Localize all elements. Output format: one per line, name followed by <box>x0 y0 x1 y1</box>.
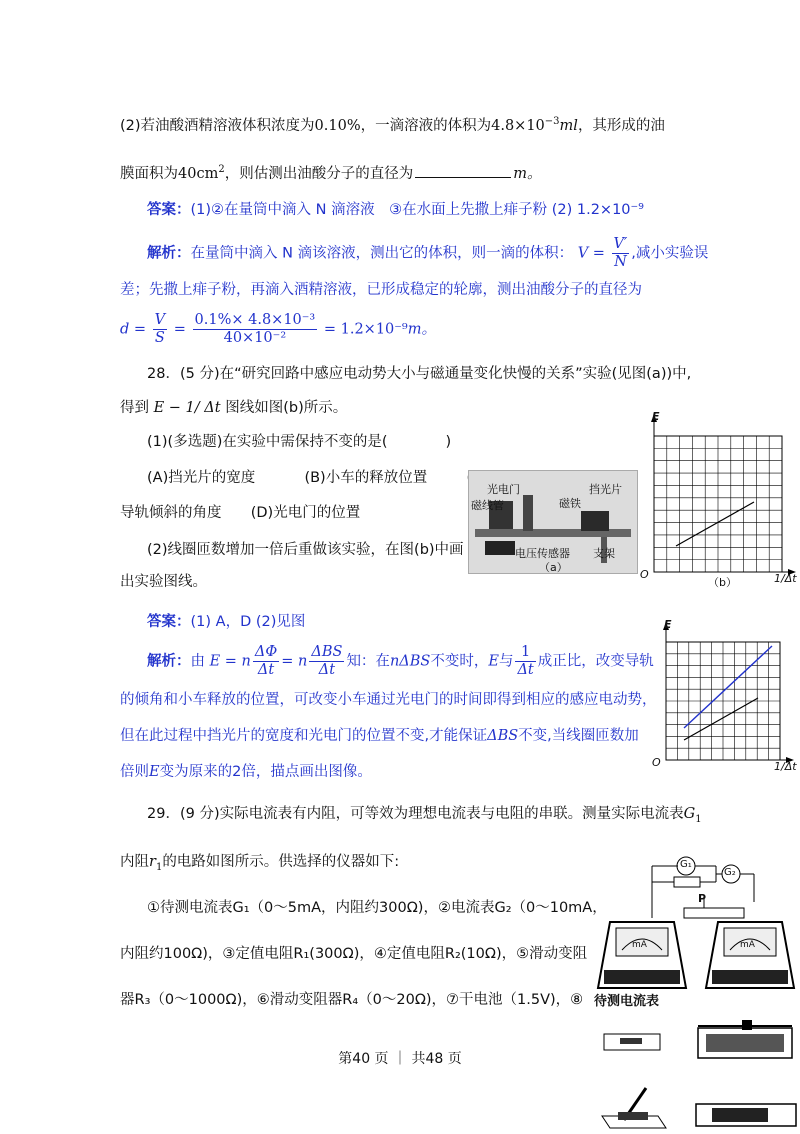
page-footer: 第40 页 ｜ 共48 页 <box>338 1051 462 1067</box>
q28-stem-2: 得到 E − 1/ Δt 图线如图(b)所示。 <box>120 400 348 416</box>
q28-options-cd: 导轨倾斜的角度 (D)光电门的位置 <box>120 505 361 521</box>
graph-b-xlabel: 1/Δt <box>774 572 797 585</box>
meter-g1-svg <box>596 918 688 992</box>
battery-component <box>694 1098 798 1128</box>
q28-options-ab: (A)挡光片的宽度 (B)小车的释放位置 <box>147 470 428 486</box>
q27-line-area: 膜面积为$40cm^2$，则估测出油酸分子的直径为 m。 <box>120 164 542 182</box>
q29-instruments-2: 内阻约100Ω)，③定值电阻R₁(300Ω)，④定值电阻R₂(10Ω)，⑤滑动变阻 <box>120 946 588 962</box>
q27-line-volume: (2)若油酸酒精溶液体积浓度为0.10%，一滴溶液的体积为$4.8\times 10^{-3}ml$，其形成的油 <box>120 116 665 134</box>
q28-analysis-2: 的倾角和小车释放的位置，可改变小车通过光电门的时间即得到相应的感应电动势， <box>120 692 657 708</box>
battery-svg <box>694 1098 798 1128</box>
meter-g1-unit: mA <box>632 940 647 950</box>
q28-answer: 答案：(1) A，D (2)见图 <box>147 614 306 630</box>
meter-g2 <box>704 918 796 992</box>
graph-b-line <box>676 502 754 546</box>
answer-blank[interactable] <box>415 177 511 178</box>
switch-component <box>598 1082 668 1130</box>
circuit-g1-label: G₁ <box>680 859 692 870</box>
meter-g2-unit: mA <box>740 940 755 950</box>
graph-answer-xlabel: 1/Δt <box>774 760 797 773</box>
graph-answer <box>650 620 800 776</box>
experiment-photo <box>468 470 638 574</box>
q28-analysis-4: 倍则E变为原来的2倍，描点画出图像。 <box>120 764 372 780</box>
meter-g2-svg <box>704 918 796 992</box>
q27-answer: 答案：(1)②在量筒中滴入 N 滴溶液 ③在水面上先撒上痱子粉 (2) 1.2×10⁻⁹ <box>147 202 644 218</box>
q29-stem-1: 29．(9 分)实际电流表有内阻，可等效为理想电流表与电阻的串联。测量实际电流表$G_1$ <box>147 806 702 825</box>
q29-stem-2: 内阻$r_1$的电路如图所示。供选择的仪器如下: <box>120 854 400 873</box>
meter-g1 <box>596 918 688 992</box>
label-stand: 支架 <box>593 547 615 560</box>
q28-analysis-3: 但在此过程中挡光片的宽度和光电门的位置不变,才能保证ΔBS不变,当线圈匝数加 <box>120 728 639 744</box>
q29-instruments-1: ①待测电流表G₁（0～5mA，内阻约300Ω)，②电流表G₂（0～10mA， <box>147 900 607 916</box>
q28-sub2-a: (2)线圈匝数增加一倍后重做该实验，在图(b)中画 <box>147 542 464 558</box>
label-coil: 磁线管 <box>471 499 504 512</box>
circuit-g2-label: G₂ <box>724 867 736 878</box>
graph-b-origin: O <box>640 568 649 581</box>
q28-sub1: (1)(多选题)在实验中需保持不变的是( ) <box>147 434 452 450</box>
graph-answer-origin: O <box>652 756 661 769</box>
q28-sub2-b: 出实验图线。 <box>120 574 207 590</box>
graph-b-svg <box>636 410 800 588</box>
q28-analysis-1: 解析：由 E = n $\frac{\Delta\Phi}{\Delta t}$ = n $\frac{\text{ΔBS}}{\Delta t}$ 知：在nΔBS不变时，E与 $\frac{1}{\Delta t}$ 成正比，改变导轨 <box>147 644 654 678</box>
circuit-svg <box>642 852 792 922</box>
switch-svg <box>598 1082 668 1130</box>
label-shutter: 挡光片 <box>589 483 622 496</box>
q27-analysis-1: 解析：在量筒中滴入 N 滴该溶液，测出它的体积，则一滴的体积： V = $\frac{V'}{N}$ ,减小实验误 <box>147 236 709 270</box>
circuit-p-label: P <box>698 892 707 905</box>
label-magnet: 磁铁 <box>559 497 581 510</box>
q28-stem-1: 28．(5 分)在“研究回路中感应电动势大小与磁通量变化快慢的关系”实验(见图(a))中, <box>147 366 692 382</box>
meter-caption: 待测电流表 <box>594 994 660 1009</box>
label-sensor: 电压传感器 <box>515 547 570 560</box>
graph-b-caption: （b） <box>708 576 737 589</box>
photo-caption: （a） <box>539 561 568 574</box>
graph-answer-svg <box>650 620 800 776</box>
q27-analysis-2: 差；先撒上痱子粉，再滴入酒精溶液，已形成稳定的轮廓，测出油酸分子的直径为 <box>120 282 642 298</box>
graph-answer-ylabel: E <box>664 618 672 631</box>
graph-b-ylabel: E <box>652 410 660 423</box>
graph-b <box>636 410 800 588</box>
label-gate: 光电门 <box>487 483 520 496</box>
q29-instruments-3: 器R₃（0～1000Ω)，⑥滑动变阻器R₄（0～20Ω)，⑦干电池（1.5V)，⑧ <box>120 992 584 1008</box>
graph-answer-original-line <box>684 698 758 740</box>
q27-analysis-3: d = $\frac{V}{S}$ = $\frac{\text{0.1\%× 4.8×10⁻³}}{\text{40×10⁻²}}$ = 1.2×10⁻⁹m。 <box>120 312 436 346</box>
circuit-diagram <box>642 852 792 922</box>
